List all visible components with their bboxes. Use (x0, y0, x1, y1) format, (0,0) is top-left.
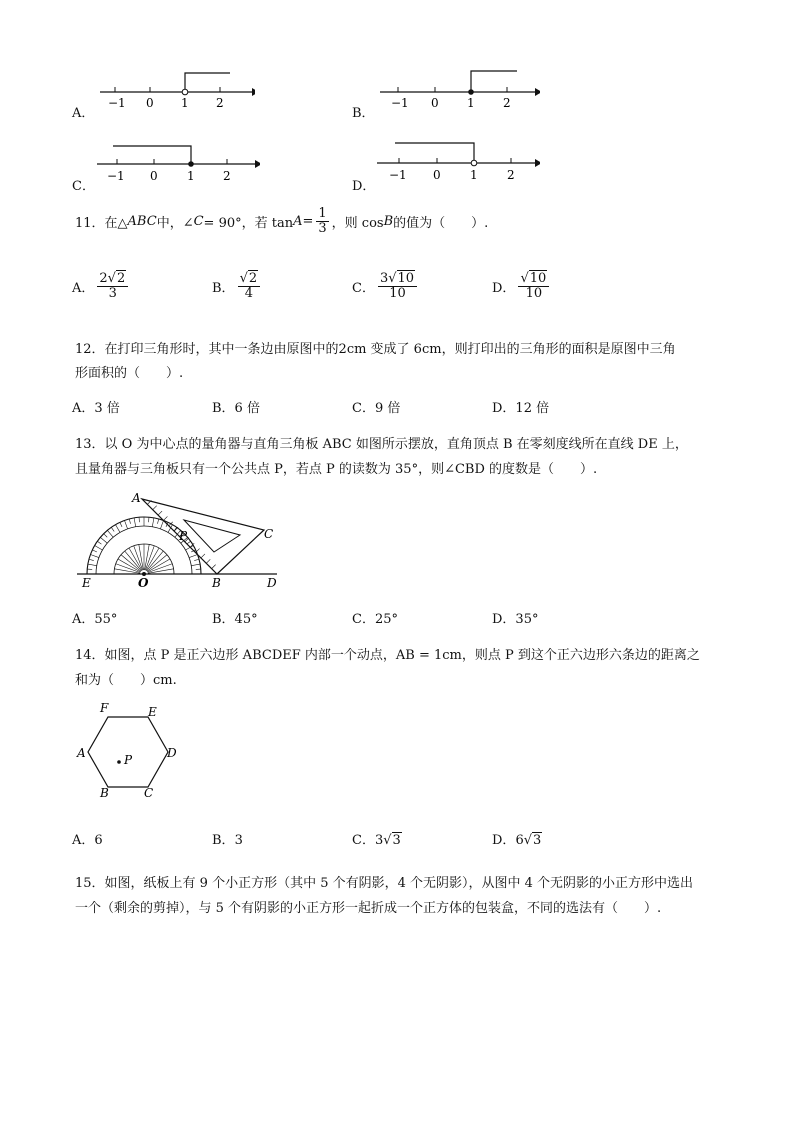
hexagon-figure (72, 700, 187, 800)
tick-label: 2 (503, 96, 511, 110)
q10-option-d (350, 138, 540, 193)
q14-option-c: C．3√3 (352, 833, 401, 848)
option-letter: D． (352, 179, 376, 194)
tick-label: 1 (187, 169, 195, 183)
tick-label: −1 (107, 169, 125, 183)
q11-option-a: A． $\frac{2√2}{3}$ (72, 272, 131, 300)
label-d: D (167, 746, 177, 760)
q12-stem-line1: 12．在打印三角形时，其中一条边由原图中的2cm 变成了 6cm，则打印出的三角形的面积是原图中三角 (75, 342, 676, 357)
tick-label: 2 (216, 96, 224, 110)
q12-option-a: A．3 倍 (72, 401, 120, 416)
option-letter: C． (72, 179, 95, 194)
q13-option-b: B．45° (212, 612, 258, 627)
number-line-d (375, 138, 540, 193)
protractor-figure (72, 490, 292, 590)
tick-label: 0 (433, 168, 441, 182)
protractor-rays (114, 544, 173, 573)
q15-stem-line1: 15．如图，纸板上有 9 个小正方形（其中 5 个有阴影，4 个无阴影），从图中 4 个无阴影的小正方形中选出 (75, 876, 694, 891)
option-letter: B． (352, 106, 375, 121)
fraction: $\frac{1}{3}$ (318, 206, 327, 236)
tick-label: −1 (108, 96, 126, 110)
tick-label: 2 (507, 168, 515, 182)
q14-option-b: B．3 (212, 833, 243, 848)
label-e: E (148, 705, 157, 719)
q10-option-b (350, 65, 540, 120)
number-line-c (95, 138, 260, 193)
tick-label: −1 (389, 168, 407, 182)
q10-option-a (70, 65, 250, 120)
tick-label: 1 (467, 96, 475, 110)
q14-stem-line1: 14．如图，点 P 是正六边形 ABCDEF 内部一个动点，AB = 1cm，则点 P 到这个正六边形六条边的距离之 (75, 648, 700, 663)
label-b: B (100, 786, 109, 800)
label-c: C (264, 527, 274, 541)
tick-label: 2 (223, 169, 231, 183)
q14-option-d: D．6√3 (492, 833, 542, 848)
q11-option-b: B． $\frac{√2}{4}$ (212, 272, 263, 300)
number-line-b (375, 65, 540, 120)
label-a: A (132, 491, 141, 505)
q11-option-d: D． $\frac{√10}{10}$ (492, 272, 552, 300)
label-b: B (212, 576, 221, 590)
label-o: O (138, 576, 149, 590)
label-e: E (82, 576, 91, 590)
q12-option-b: B．6 倍 (212, 401, 260, 416)
q15-stem-line2: 一个（剩余的剪掉），与 5 个有阴影的小正方形一起折成一个正方体的包装盒，不同的选法有（ ）. (75, 901, 662, 916)
q11-option-c: C． $\frac{3√10}{10}$ (352, 272, 420, 300)
q13-option-a: A．55° (72, 612, 118, 627)
q12-option-c: C．9 倍 (352, 401, 401, 416)
label-f: F (100, 701, 109, 715)
label-a: A (77, 746, 86, 760)
tick-label: 1 (181, 96, 189, 110)
option-letter: A． (72, 106, 95, 121)
label-p: P (179, 529, 188, 543)
q13-stem-line1: 13．以 O 为中心点的量角器与直角三角板 ABC 如图所示摆放，直角顶点 B 在零刻度线所在直线 DE 上， (75, 437, 688, 452)
q11-stem: 11． 在△ ABC 中，∠ C = 90°，若 tan A = $\frac{1}{3}$ ，则 cos B 的值为（ ）. (75, 206, 489, 236)
tick-label: 1 (470, 168, 478, 182)
q13-option-d: D．35° (492, 612, 539, 627)
label-p: P (124, 753, 133, 767)
q14-stem-line2: 和为（ ）cm. (75, 673, 177, 688)
tick-label: 0 (146, 96, 154, 110)
number-line-a (95, 65, 255, 120)
label-c: C (144, 786, 154, 800)
label-d: D (267, 576, 277, 590)
tick-label: 0 (150, 169, 158, 183)
q13-stem-line2: 且量角器与三角板只有一个公共点 P，若点 P 的读数为 35°，则∠CBD 的度数是（ ）. (75, 462, 598, 477)
tick-label: −1 (391, 96, 409, 110)
q14-option-a: A．6 (72, 833, 103, 848)
q12-stem-line2: 形面积的（ ）. (75, 366, 184, 381)
q13-option-c: C．25° (352, 612, 398, 627)
tick-label: 0 (431, 96, 439, 110)
q12-option-d: D．12 倍 (492, 401, 550, 416)
q10-option-c (70, 138, 260, 193)
